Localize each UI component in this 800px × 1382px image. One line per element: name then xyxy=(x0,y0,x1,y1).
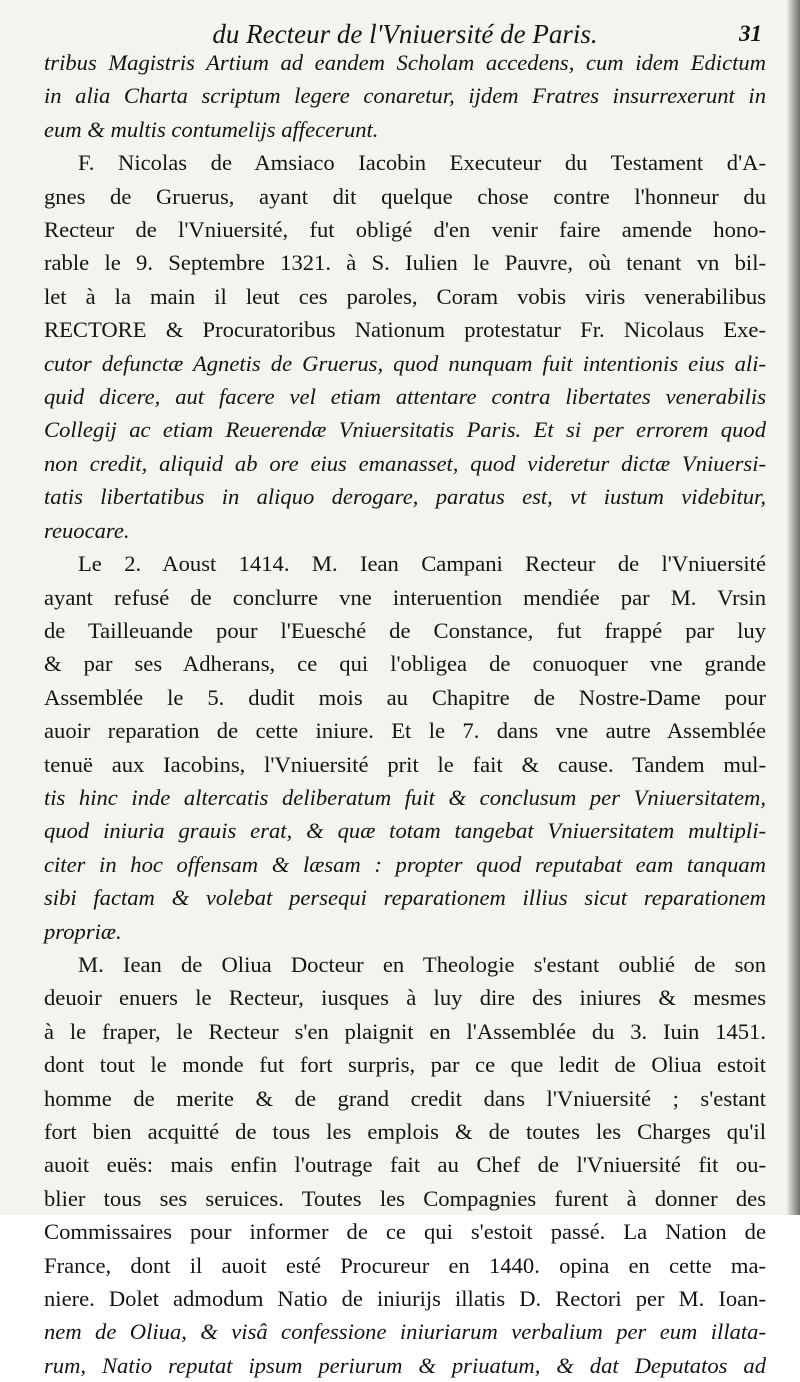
text-line: fort bien acquitté de tous les emplois & de toutes les Charges qu'il xyxy=(44,1119,766,1144)
text-line: blier tous ses seruices. Toutes les Compagnies furent à donner des xyxy=(44,1185,766,1211)
text-line: RECTORE & Procuratoribus Nationum protestatur Fr. Nicolaus Exe- xyxy=(44,317,766,343)
page-number: 31 xyxy=(739,21,762,46)
text-line: quod iniuria grauis erat, & quæ totam tangebat Vniuersitatem multipli- xyxy=(44,818,766,844)
text-line: rum, Natio reputat ipsum periurum & priuatum, & dat Deputatos ad xyxy=(44,1352,766,1378)
text-line: let à la main il leut ces paroles, Coram vobis viris venerabilibus xyxy=(44,283,766,309)
text-line: & par ses Adherans, ce qui l'obligea de conuoquer vne grande xyxy=(44,651,766,677)
text-line: de Tailleuande pour l'Euesché de Constance, fut frappé par luy xyxy=(44,617,766,643)
text-line: niere. Dolet admodum Natio de iniurijs illatis D. Rectori per M. Ioan- xyxy=(44,1286,766,1312)
paragraph xyxy=(44,146,766,547)
text-line: non credit, aliquid ab ore eius emanasset, quod videretur dictæ Vniuersi- xyxy=(44,450,766,476)
text-line: France, dont il auoit esté Procureur en 1440. opina en cette ma- xyxy=(44,1252,766,1278)
text-line: deuoir enuers le Recteur, iusques à luy dire des iniures & mesmes xyxy=(44,985,766,1011)
text-line: Collegij ac etiam Reuerendæ Vniuersitatis Paris. Et si per errorem quod xyxy=(44,417,766,443)
text-line: tribus Magistris Artium ad eandem Scholam accedens, cum idem Edictum xyxy=(44,50,766,75)
text-line: in alia Charta scriptum legere conaretur, ijdem Fratres insurrexerunt in xyxy=(44,83,766,109)
text-line: ayant refusé de conclurre vne interuention mendiée par M. Vrsin xyxy=(44,584,766,610)
text-line: cutor defunctæ Agnetis de Gruerus, quod nunquam fuit intentionis eius ali- xyxy=(44,350,766,376)
text-line: propriæ. xyxy=(44,918,122,944)
running-head-title: du Recteur de l'Vniuersité de Paris. xyxy=(212,19,598,49)
text-line: tatis libertatibus in aliquo derogare, paratus est, vt iustum videbitur, xyxy=(44,484,766,510)
text-line: M. Iean de Oliua Docteur en Theologie s'estant oublié de son xyxy=(78,951,766,977)
text-line: gnes de Gruerus, ayant dit quelque chose contre l'honneur du xyxy=(44,183,766,209)
text-line: Le 2. Aoust 1414. M. Iean Campani Recteur de l'Vniuersité xyxy=(78,551,766,577)
text-line: reuocare. xyxy=(44,517,130,543)
text-line: citer in hoc offensam & læsam : propter quod reputabat eam tanquam xyxy=(44,851,766,877)
text-line: homme de merite & de grand credit dans l'Vniuersité ; s'estant xyxy=(44,1085,766,1111)
text-line: sibi factam & volebat persequi reparationem illius sicut reparationem xyxy=(44,885,766,911)
text-line: Assemblée le 5. dudit mois au Chapitre de Nostre-Dame pour xyxy=(44,684,766,710)
body-text xyxy=(44,46,766,1382)
text-line: tenuë aux Iacobins, l'Vniuersité prit le fait & cause. Tandem mul- xyxy=(44,751,766,777)
text-line: dont tout le monde fut fort surpris, par ce que ledit de Oliua estoit xyxy=(44,1052,766,1078)
paragraph xyxy=(44,46,766,146)
running-head xyxy=(44,0,766,49)
text-line: quid dicere, aut facere vel etiam attentare contra libertates venerabilis xyxy=(44,384,766,410)
text-line: rable le 9. Septembre 1321. à S. Iulien le Pauvre, où tenant vn bil- xyxy=(44,250,766,276)
text-line: Recteur de l'Vniuersité, fut obligé d'en venir faire amende hono- xyxy=(44,217,766,243)
text-line: eum & multis contumelijs affecerunt. xyxy=(44,116,379,142)
text-line: Commissaires pour informer de ce qui s'estoit passé. La Nation de xyxy=(44,1219,766,1245)
paragraph xyxy=(44,948,766,1382)
page-edge-shadow xyxy=(786,0,800,1215)
text-line: nem de Oliua, & visâ confessione iniuriarum verbalium per eum illata- xyxy=(44,1319,766,1345)
text-line: auoir reparation de cette iniure. Et le 7. dans vne autre Assemblée xyxy=(44,718,766,744)
text-line: F. Nicolas de Amsiaco Iacobin Executeur du Testament d'A- xyxy=(78,150,766,176)
paragraph xyxy=(44,547,766,948)
text-line: à le fraper, le Recteur s'en plaignit en l'Assemblée du 3. Iuin 1451. xyxy=(44,1018,766,1044)
text-line: auoit euës: mais enfin l'outrage fait au Chef de l'Vniuersité fit ou- xyxy=(44,1152,766,1178)
text-line: tis hinc inde altercatis deliberatum fuit & conclusum per Vniuersitatem, xyxy=(44,784,766,810)
